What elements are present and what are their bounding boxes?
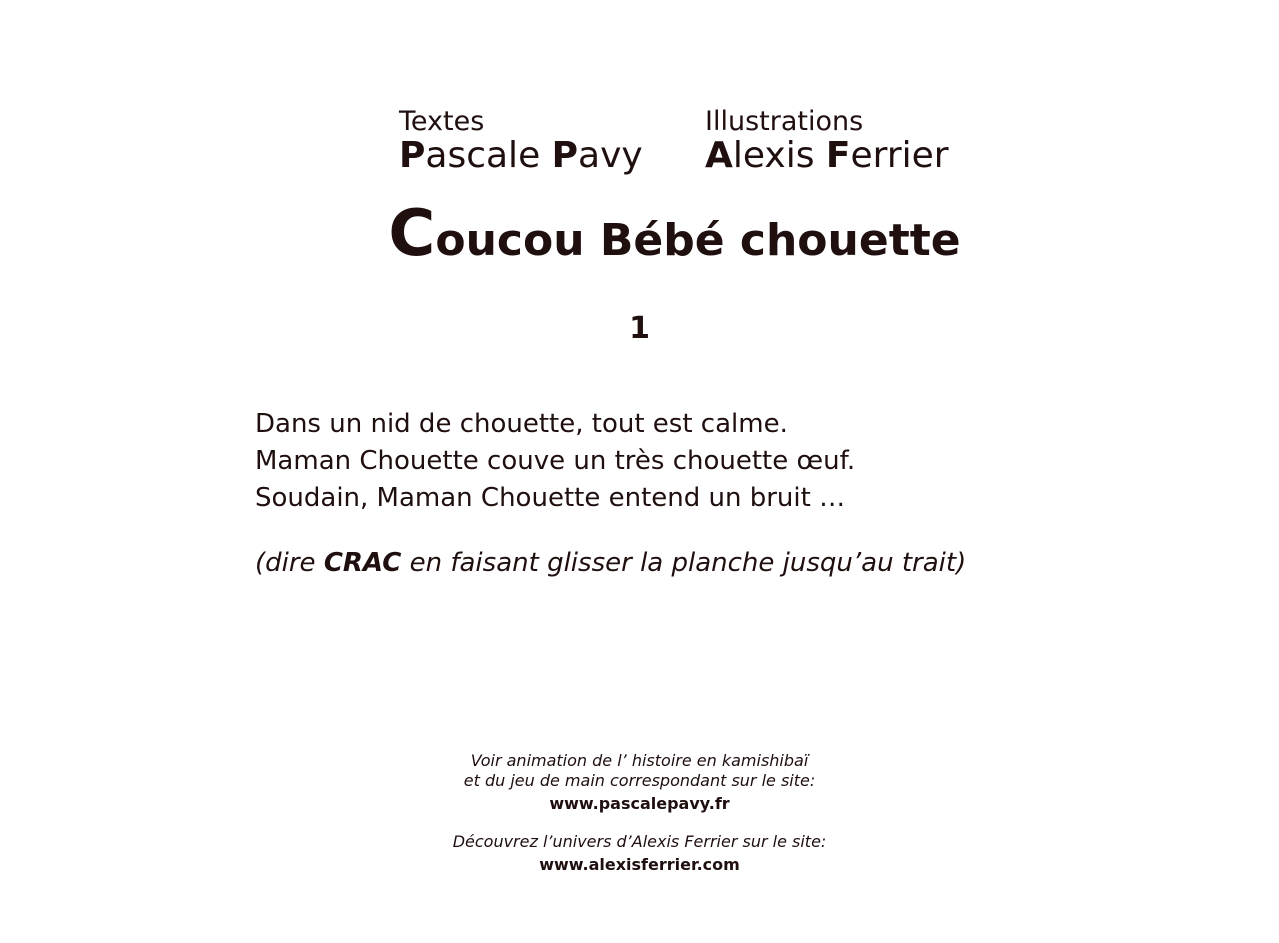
- illustrator-first-rest: lexis: [732, 135, 826, 176]
- author-credit: [399, 108, 643, 174]
- page-title: [0, 196, 1279, 273]
- page-number: 1: [629, 311, 650, 346]
- illustrator-name: [705, 135, 949, 176]
- illustrator-last-rest: errier: [850, 135, 949, 176]
- instruction-after: en faisant glisser la planche jusqu’au trait): [401, 548, 967, 578]
- instruction-before: (dire: [255, 548, 324, 578]
- illustrator-last-initial: F: [825, 135, 851, 176]
- animation-line-1: Voir animation de l’ histoire en kamishibaï: [470, 751, 809, 770]
- title-rest: oucou Bébé chouette: [435, 215, 961, 266]
- author-last-rest: avy: [578, 135, 643, 176]
- instruction-emphasis: CRAC: [323, 548, 402, 578]
- illustrations-label: Illustrations: [705, 106, 864, 137]
- author-name: [399, 135, 643, 176]
- animation-note: [0, 751, 1279, 815]
- reading-instruction: [255, 548, 966, 578]
- title-initial: C: [388, 197, 436, 271]
- illustrator-note: [0, 832, 1279, 876]
- animation-line-2: et du jeu de main correspondant sur le site:: [463, 771, 816, 790]
- illustrator-line: Découvrez l’univers d’Alexis Ferrier sur le site:: [452, 832, 827, 851]
- author-first-rest: ascale: [425, 135, 552, 176]
- author-last-initial: P: [551, 135, 579, 176]
- texts-label: Textes: [399, 106, 485, 137]
- story-line: Maman Chouette couve un très chouette œuf.: [255, 446, 856, 476]
- illustrator-site-link[interactable]: www.alexisferrier.com: [539, 855, 740, 874]
- illustrator-first-initial: A: [705, 135, 733, 176]
- author-first-initial: P: [399, 135, 426, 176]
- story-line: Soudain, Maman Chouette entend un bruit …: [255, 483, 846, 513]
- story-text: [255, 406, 855, 517]
- story-line: Dans un nid de chouette, tout est calme.: [255, 409, 788, 439]
- author-site-link[interactable]: www.pascalepavy.fr: [549, 794, 730, 813]
- illustrator-credit: [705, 108, 949, 174]
